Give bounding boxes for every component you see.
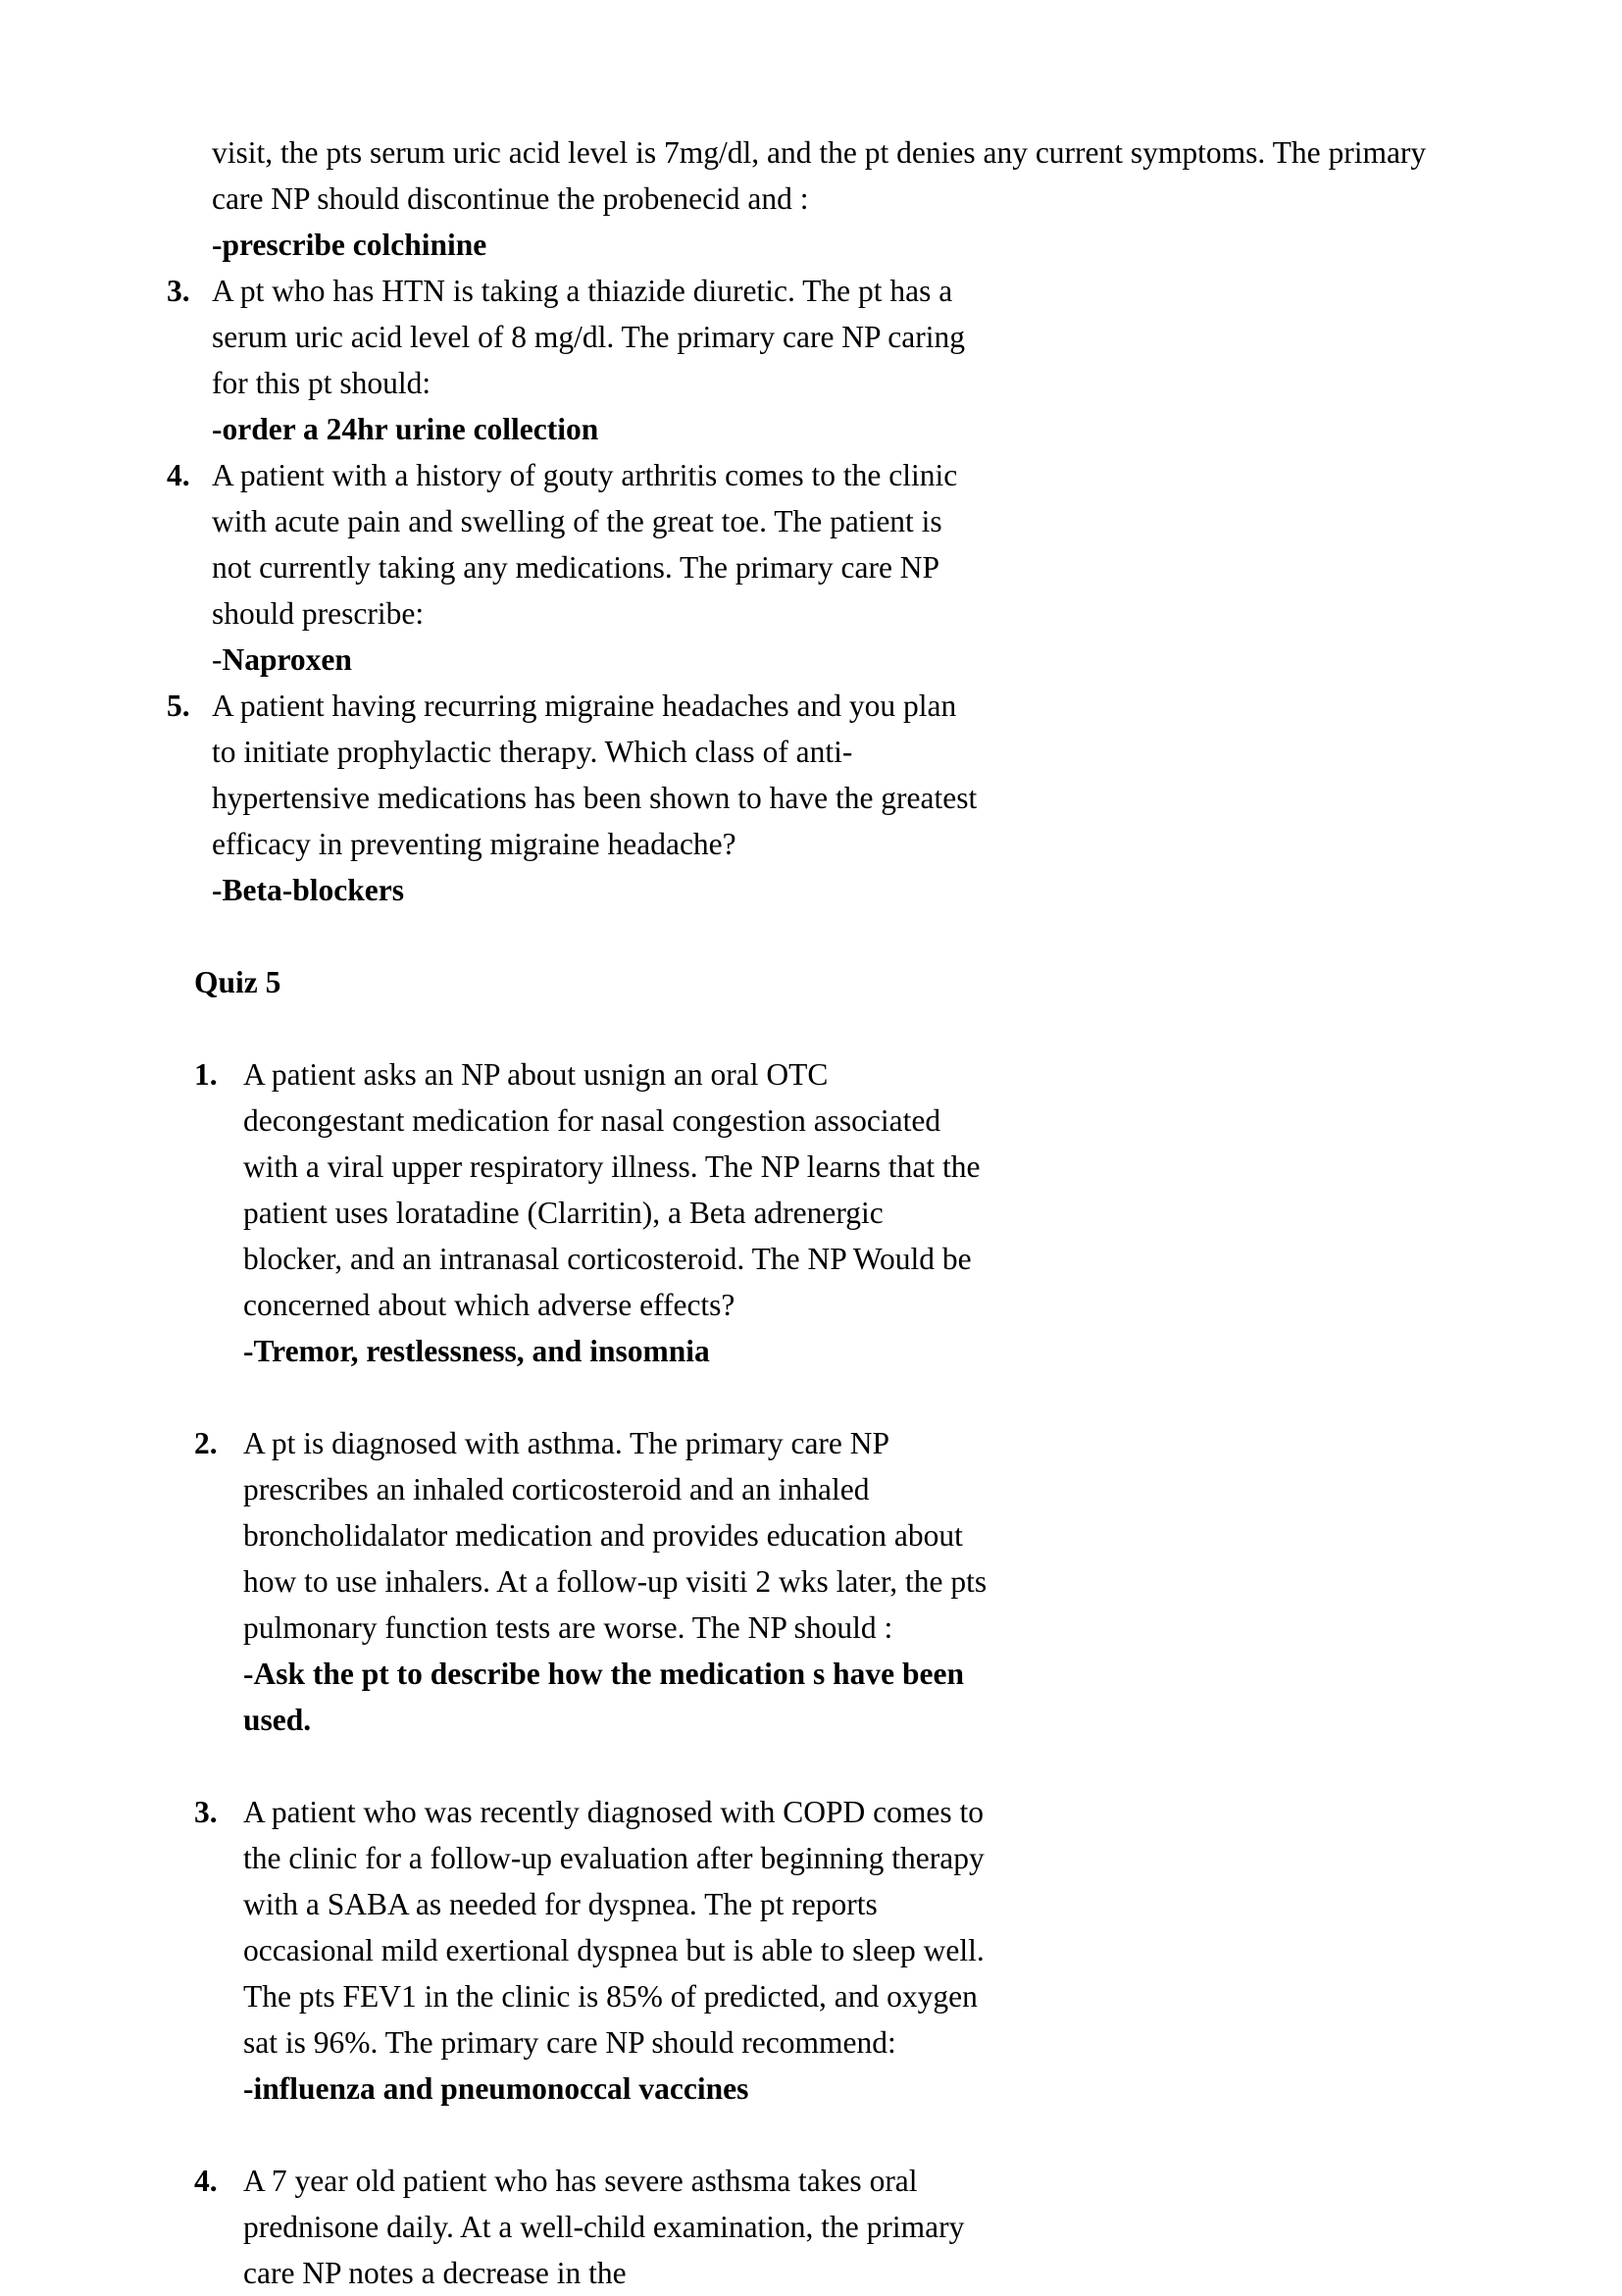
question-answer: -Ask the pt to describe how the medication s have been used. (243, 1657, 964, 1737)
answer-text: -order a 24hr urine collection (212, 412, 599, 446)
question-text: A patient having recurring migraine headaches and you plan to initiate prophylactic therapy. Which class of anti-hypertensive medications has been shown to have the greatest efficacy in preventing migraine headache? (212, 689, 978, 861)
answer-lead: - (212, 642, 223, 677)
question-answer (212, 867, 981, 913)
continuation-line-2: symptoms. The primary care NP should discontinue the probenecid and : (212, 135, 1427, 216)
question-answer: -influenza and pneumonoccal vaccines (243, 2071, 749, 2106)
list-marker: 3. (167, 274, 190, 308)
page-content (167, 129, 1442, 2296)
quiz5-list (194, 1051, 988, 2296)
continuation-answer: -prescribe colchinine (212, 228, 487, 262)
question-text: A pt who has HTN is taking a thiazide diuretic. The pt has a serum uric acid level of 8 mg/dl. The primary care NP caring for this pt should: (212, 274, 965, 400)
continuation-item (167, 129, 1442, 268)
question-text: A patient who was recently diagnosed with COPD comes to the clinic for a follow-up evaluation after beginning therapy with a SABA as needed for dyspnea. The pt reports occasional mild exertional dyspnea but is able to sleep well. The pts FEV1 in the clinic is 85% of predicted, and oxygen sat is 96%. The primary care NP should recommend: (243, 1795, 985, 2060)
question-answer (212, 406, 981, 452)
list-marker: 1. (194, 1057, 218, 1092)
question-answer: -Tremor, restlessness, and insomnia (243, 1334, 710, 1368)
list-marker: 2. (194, 1426, 218, 1460)
question-text: A patient with a history of gouty arthritis comes to the clinic with acute pain and swelling of the great toe. The patient is not currently taking any medications. The primary care NP should prescribe: (212, 458, 958, 631)
quiz5-heading: Quiz 5 (194, 965, 281, 999)
list-marker: 4. (194, 2164, 218, 2198)
list-marker: 5. (167, 689, 190, 723)
list-marker: 3. (194, 1795, 218, 1829)
question-text: A 7 year old patient who has severe asthsma takes oral prednisone daily. At a well-child examination, the primary care NP notes a decrease in the (243, 2164, 965, 2290)
list-marker: 4. (167, 458, 190, 492)
list-item (167, 683, 981, 913)
list-item (194, 1789, 988, 2112)
list-item (194, 1051, 988, 1374)
question-answer (212, 637, 981, 683)
answer-text: Naproxen (222, 642, 352, 677)
continuation-line-1: visit, the pts serum uric acid level is 7mg/dl, and the pt denies any current (212, 135, 1124, 170)
question-text: A pt is diagnosed with asthma. The primary care NP prescribes an inhaled corticosteroid and an inhaled broncholidalator medication and provides education about how to use inhalers. At a follow-up visiti 2 wks later, the pts pulmonary function tests are worse. The NP should : (243, 1426, 988, 1645)
list-item (167, 268, 981, 452)
question-text: A patient asks an NP about usnign an oral OTC decongestant medication for nasal congestion associated with a viral upper respiratory illness. The NP learns that the patient uses loratadine (Clarritin), a Beta adrenergic blocker, and an intranasal corticosteroid. The NP Would be concerned about which adverse effects? (243, 1057, 981, 1322)
list-item (167, 452, 981, 683)
answer-text: -Beta-blockers (212, 873, 404, 907)
quiz4-remaining-list (167, 268, 981, 913)
list-item (194, 1420, 988, 1743)
list-item (194, 2158, 988, 2296)
